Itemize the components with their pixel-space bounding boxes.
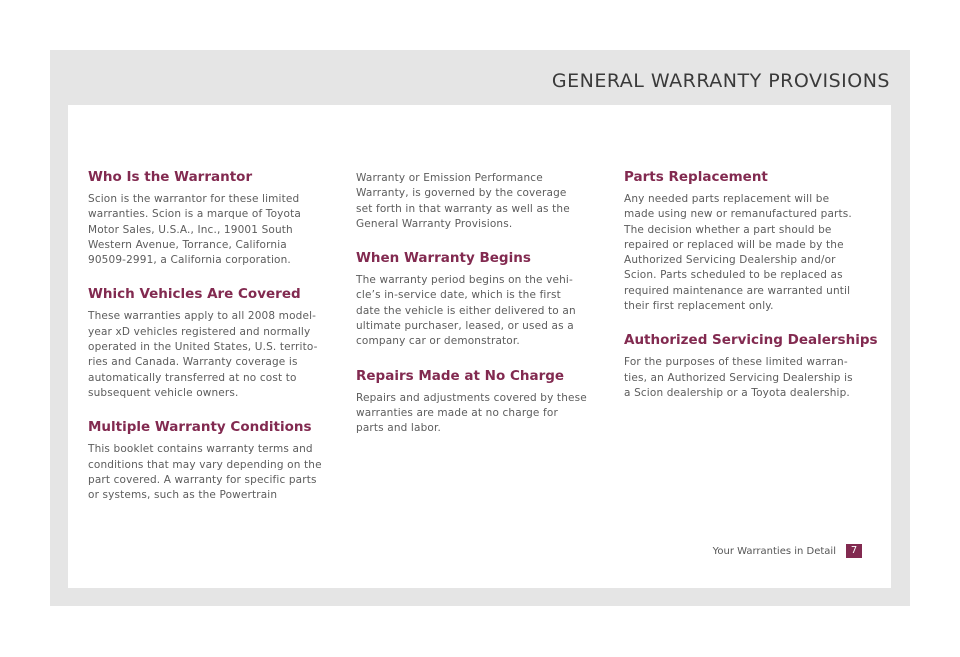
text-line: made using new or remanufactured parts. bbox=[624, 208, 852, 221]
section-heading-authorized-servicing-dealerships: Authorized Servicing Dealerships bbox=[624, 332, 878, 349]
page-frame bbox=[50, 50, 910, 606]
text-line: Authorized Servicing Dealership and/or bbox=[624, 254, 836, 267]
text-line: Repairs and adjustments covered by these bbox=[356, 391, 587, 404]
text-line: cle’s in-service date, which is the first bbox=[356, 289, 561, 302]
text-line: their first replacement only. bbox=[624, 300, 774, 313]
text-line: set forth in that warranty as well as the bbox=[356, 202, 570, 215]
content-panel bbox=[68, 105, 891, 588]
section-heading-who-is-warrantor: Who Is the Warrantor bbox=[88, 169, 253, 185]
section-body-who-is-warrantor bbox=[88, 192, 328, 268]
page-title: GENERAL WARRANTY PROVISIONS bbox=[551, 70, 890, 92]
text-line: Western Avenue, Torrance, California bbox=[88, 238, 287, 251]
text-line: parts and labor. bbox=[356, 422, 441, 435]
text-line: part covered. A warranty for specific parts bbox=[88, 473, 317, 486]
text-line: subsequent vehicle owners. bbox=[88, 386, 239, 399]
text-line: company car or demonstrator. bbox=[356, 335, 520, 348]
text-line: 90509-2991, a California corporation. bbox=[88, 254, 291, 267]
section-body-repairs-no-charge bbox=[356, 391, 596, 437]
section-body-parts-replacement bbox=[624, 192, 864, 314]
section-heading-repairs-no-charge: Repairs Made at No Charge bbox=[356, 367, 565, 384]
text-line: Any needed parts replacement will be bbox=[624, 193, 830, 205]
text-line: The decision whether a part should be bbox=[624, 223, 832, 236]
text-line: Scion is the warrantor for these limited bbox=[88, 193, 300, 205]
footer-label: Your Warranties in Detail bbox=[712, 545, 836, 557]
text-line: year xD vehicles registered and normally bbox=[88, 325, 311, 338]
column-1 bbox=[88, 169, 328, 503]
section-body-authorized-servicing-dealerships bbox=[624, 355, 864, 401]
section-heading-when-warranty-begins: When Warranty Begins bbox=[356, 250, 531, 267]
text-line: operated in the United States, U.S. territo- bbox=[88, 341, 318, 354]
column-2 bbox=[356, 171, 596, 437]
text-line: ultimate purchaser, leased, or used as a bbox=[356, 320, 574, 333]
text-line: This booklet contains warranty terms and bbox=[88, 443, 313, 456]
text-line: repaired or replaced will be made by the bbox=[624, 238, 844, 251]
text-line: Warranty, is governed by the coverage bbox=[356, 187, 567, 200]
section-body-multiple-warranty-conditions bbox=[88, 442, 328, 503]
text-line: date the vehicle is either delivered to an bbox=[356, 304, 576, 317]
text-line: These warranties apply to all 2008 model- bbox=[88, 310, 317, 323]
text-line: conditions that may vary depending on the bbox=[88, 458, 322, 471]
section-heading-multiple-warranty-conditions: Multiple Warranty Conditions bbox=[88, 419, 312, 436]
text-line: For the purposes of these limited warran- bbox=[624, 356, 848, 369]
section-heading-which-vehicles-covered: Which Vehicles Are Covered bbox=[88, 286, 301, 303]
text-line: The warranty period begins on the vehi- bbox=[356, 274, 573, 287]
text-line: Warranty or Emission Performance bbox=[356, 172, 543, 184]
text-line: Scion. Parts scheduled to be replaced as bbox=[624, 269, 843, 282]
section-body-when-warranty-begins bbox=[356, 273, 596, 349]
text-line: Motor Sales, U.S.A., Inc., 19001 South bbox=[88, 223, 293, 236]
section-heading-parts-replacement: Parts Replacement bbox=[624, 169, 768, 185]
text-line: warranties. Scion is a marque of Toyota bbox=[88, 208, 301, 221]
page-number-badge: 7 bbox=[846, 544, 862, 558]
text-line: ries and Canada. Warranty coverage is bbox=[88, 356, 298, 369]
page-footer bbox=[713, 544, 862, 558]
continuation-paragraph bbox=[356, 171, 596, 232]
text-line: warranties are made at no charge for bbox=[356, 406, 558, 419]
column-3 bbox=[624, 169, 878, 401]
section-body-which-vehicles-covered bbox=[88, 309, 328, 401]
text-line: automatically transferred at no cost to bbox=[88, 371, 297, 384]
text-line: or systems, such as the Powertrain bbox=[88, 489, 278, 502]
text-line: a Scion dealership or a Toyota dealership. bbox=[624, 386, 850, 399]
text-line: ties, an Authorized Servicing Dealership is bbox=[624, 371, 853, 384]
text-line: required maintenance are warranted until bbox=[624, 284, 851, 297]
text-line: General Warranty Provisions. bbox=[356, 217, 513, 230]
